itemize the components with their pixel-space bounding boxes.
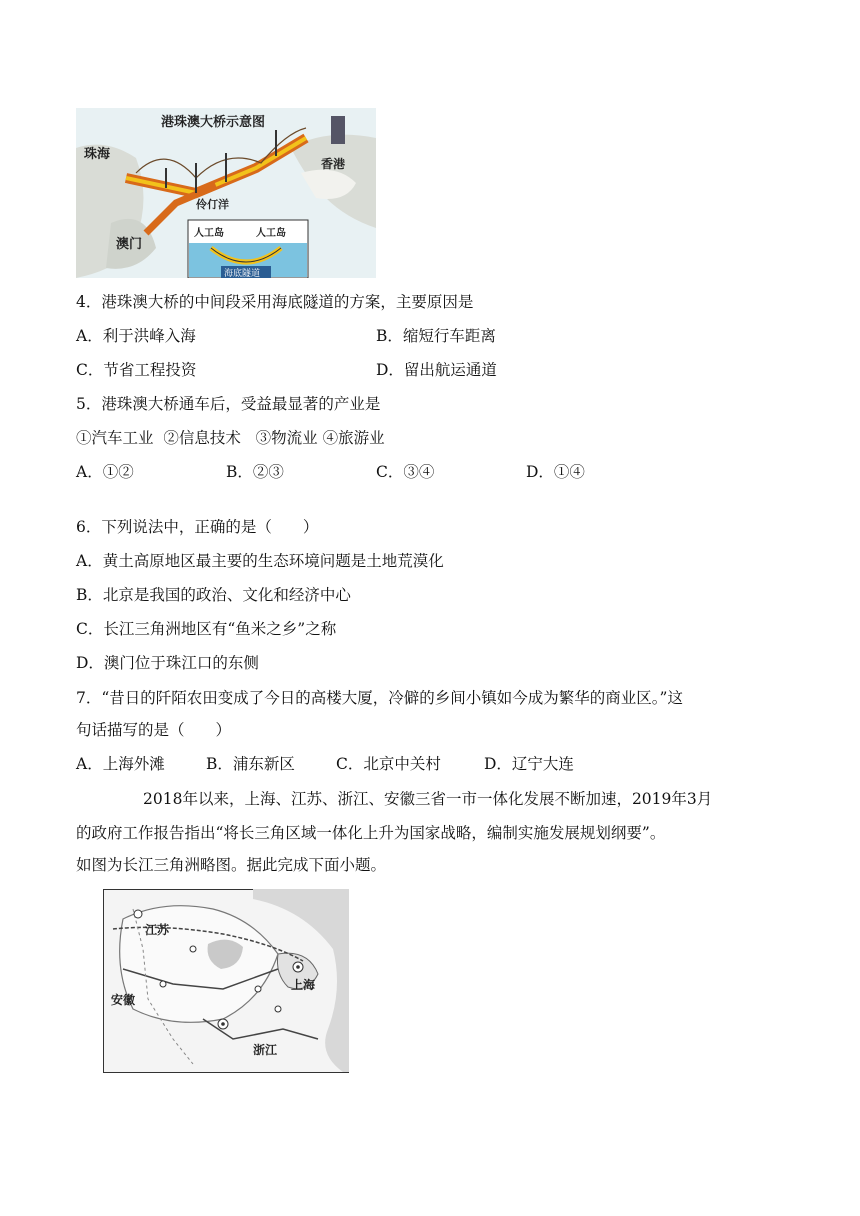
q5-items: ①汽车工业 ②信息技术 ③物流业 ④旅游业 xyxy=(76,429,385,447)
hzmb-diagram xyxy=(76,108,376,278)
q7-option-b[interactable]: B．浦东新区 xyxy=(206,755,295,773)
q7-stem-line2: 句话描写的是（ ） xyxy=(76,721,232,739)
label-hongkong: 香港 xyxy=(321,157,346,171)
q5-option-a[interactable]: A．①② xyxy=(76,463,134,481)
q6-stem: 6．下列说法中，正确的是（ ） xyxy=(76,518,319,536)
q7-option-c[interactable]: C．北京中关村 xyxy=(336,755,441,773)
figure1-title: 港珠澳大桥示意图 xyxy=(161,115,266,130)
passage-line3: 如图为长江三角洲略图。据此完成下面小题。 xyxy=(76,856,387,874)
q7-stem-line1: 7．“昔日的阡陌农田变成了今日的高楼大厦，冷僻的乡间小镇如今成为繁华的商业区。”这 xyxy=(76,689,683,707)
label-anhui: 安徽 xyxy=(111,993,136,1007)
q4-option-b[interactable]: B．缩短行车距离 xyxy=(376,327,496,345)
label-zhejiang: 浙江 xyxy=(253,1043,278,1057)
q7-option-a[interactable]: A．上海外滩 xyxy=(76,755,165,773)
q6-option-c[interactable]: C．长江三角洲地区有“鱼米之乡”之称 xyxy=(76,620,337,638)
q6-option-b[interactable]: B．北京是我国的政治、文化和经济中心 xyxy=(76,586,351,604)
q5-option-b[interactable]: B．②③ xyxy=(226,463,284,481)
yangtze-delta-map xyxy=(103,889,349,1073)
label-macau: 澳门 xyxy=(116,237,143,252)
passage-line1: 2018年以来，上海、江苏、浙江、安徽三省一市一体化发展不断加速，2019年3月 xyxy=(143,790,713,808)
label-lingdingyang: 伶仃洋 xyxy=(196,198,229,211)
label-island-left: 人工岛 xyxy=(194,228,224,239)
q4-option-c[interactable]: C．节省工程投资 xyxy=(76,361,197,379)
q6-option-d[interactable]: D．澳门位于珠江口的东侧 xyxy=(76,654,259,672)
q4-stem: 4．港珠澳大桥的中间段采用海底隧道的方案，主要原因是 xyxy=(76,293,474,311)
q6-option-a[interactable]: A．黄土高原地区最主要的生态环境问题是土地荒漠化 xyxy=(76,552,444,570)
label-shanghai: 上海 xyxy=(291,978,316,992)
q5-option-d[interactable]: D．①④ xyxy=(526,463,585,481)
q5-option-c[interactable]: C．③④ xyxy=(376,463,435,481)
label-tunnel: 海底隧道 xyxy=(224,269,261,278)
q7-option-d[interactable]: D．辽宁大连 xyxy=(484,755,574,773)
passage-line2: 的政府工作报告指出“将长三角区域一体化上升为国家战略，编制实施发展规划纲要”。 xyxy=(76,824,666,842)
q5-stem: 5．港珠澳大桥通车后，受益最显著的产业是 xyxy=(76,395,381,413)
label-island-right: 人工岛 xyxy=(256,228,286,239)
q4-option-d[interactable]: D．留出航运通道 xyxy=(376,361,497,379)
label-jiangsu: 江苏 xyxy=(145,923,170,937)
q4-option-a[interactable]: A．利于洪峰入海 xyxy=(76,327,196,345)
label-zhuhai: 珠海 xyxy=(84,147,111,162)
tunnel-inset xyxy=(188,220,308,278)
